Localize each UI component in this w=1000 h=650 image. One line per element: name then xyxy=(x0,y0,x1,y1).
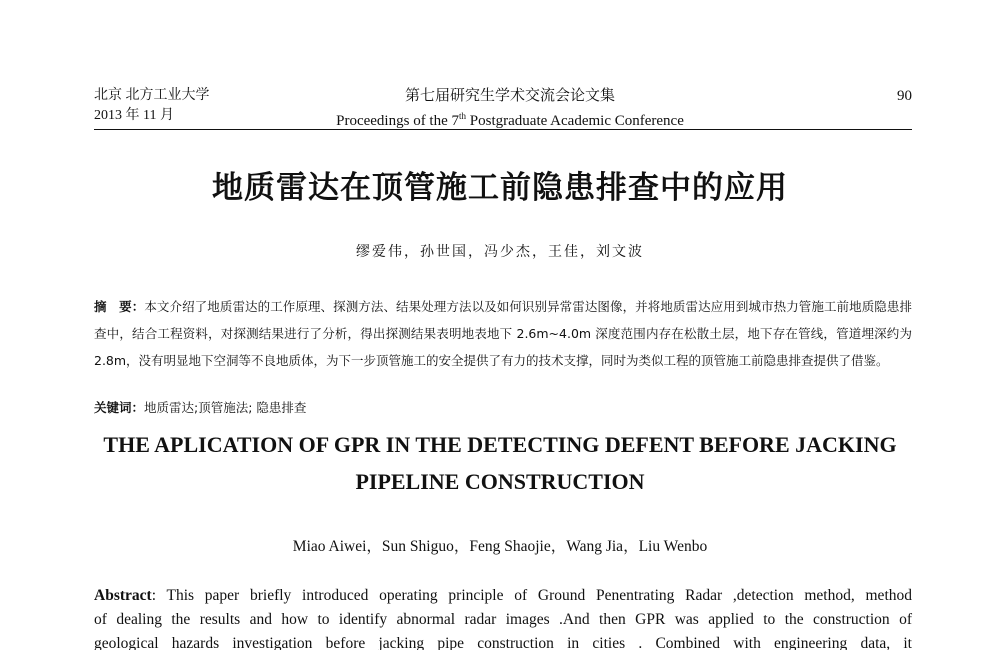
abstract-en xyxy=(94,584,912,650)
header-rule xyxy=(94,129,912,130)
page-number: 90 xyxy=(897,88,912,104)
header-proceedings-en-sup: th xyxy=(459,111,467,121)
paper-title-en-line2: PIPELINE CONSTRUCTION xyxy=(355,469,645,494)
paper-title-en xyxy=(60,426,940,500)
paper-title-en-line1: THE APLICATION OF GPR IN THE DETECTING DEFENT BEFORE JACKING xyxy=(103,432,897,457)
header-institution: 北京 北方工业大学 xyxy=(94,88,210,103)
abstract-cn-text: 本文介绍了地质雷达的工作原理、探测方法、结果处理方法以及如何识别异常雷达图像，并将地质雷达应用到城市热力管施工前地质隐患排查中，结合工程资料，对探测结果进行了分析，得出探测结果表明地表地下 2.6m~4.0m 深度范围内存在松散土层，地下存在管线，管道埋深约为 2.8m，没有明显地下空洞等不良地质体，为下一步顶管施工的安全提供了有力的技术支撑，同时为类似工程的顶管施工前隐患排查提供了借鉴。 xyxy=(94,299,912,368)
abstract-en-text-2: of dealing the results and how to identify abnormal radar images .And then GPR was applied to the construction of xyxy=(94,611,912,628)
paper-title-cn: 地质雷达在顶管施工前隐患排查中的应用 xyxy=(212,170,788,206)
keywords-cn xyxy=(94,397,912,419)
abstract-cn-label: 摘 要： xyxy=(94,299,145,314)
header-date: 2013 年 11 月 xyxy=(94,108,174,123)
header-proceedings-en-post: Postgraduate Academic Conference xyxy=(466,113,684,129)
running-header xyxy=(94,86,912,128)
header-proceedings-en-pre: Proceedings of the 7 xyxy=(336,113,460,129)
abstract-en-text-3: geological hazards investigation before jacking pipe construction in cities . Combined with engineering data, it xyxy=(94,635,912,650)
keywords-cn-label: 关键词： xyxy=(94,400,145,415)
author-list-en: Miao Aiwei，Sun Shiguo，Feng Shaojie，Wang Jia，Liu Wenbo xyxy=(292,538,708,555)
header-proceedings xyxy=(314,86,706,131)
author-list-cn: 缪爱伟，孙世国，冯少杰，王佳，刘文波 xyxy=(356,245,644,260)
abstract-cn xyxy=(94,293,912,374)
abstract-en-label: Abstract xyxy=(94,587,152,604)
abstract-en-line xyxy=(94,584,912,608)
keywords-cn-text: 地质雷达;顶管施法; 隐患排查 xyxy=(144,400,307,415)
header-affiliation xyxy=(94,86,210,126)
header-proceedings-cn: 第七届研究生学术交流会论文集 xyxy=(404,88,615,104)
abstract-en-text-1: : This paper briefly introduced operating principle of Ground Penentrating Radar ,detection method, method xyxy=(151,587,912,604)
header-proceedings-en xyxy=(314,106,706,131)
